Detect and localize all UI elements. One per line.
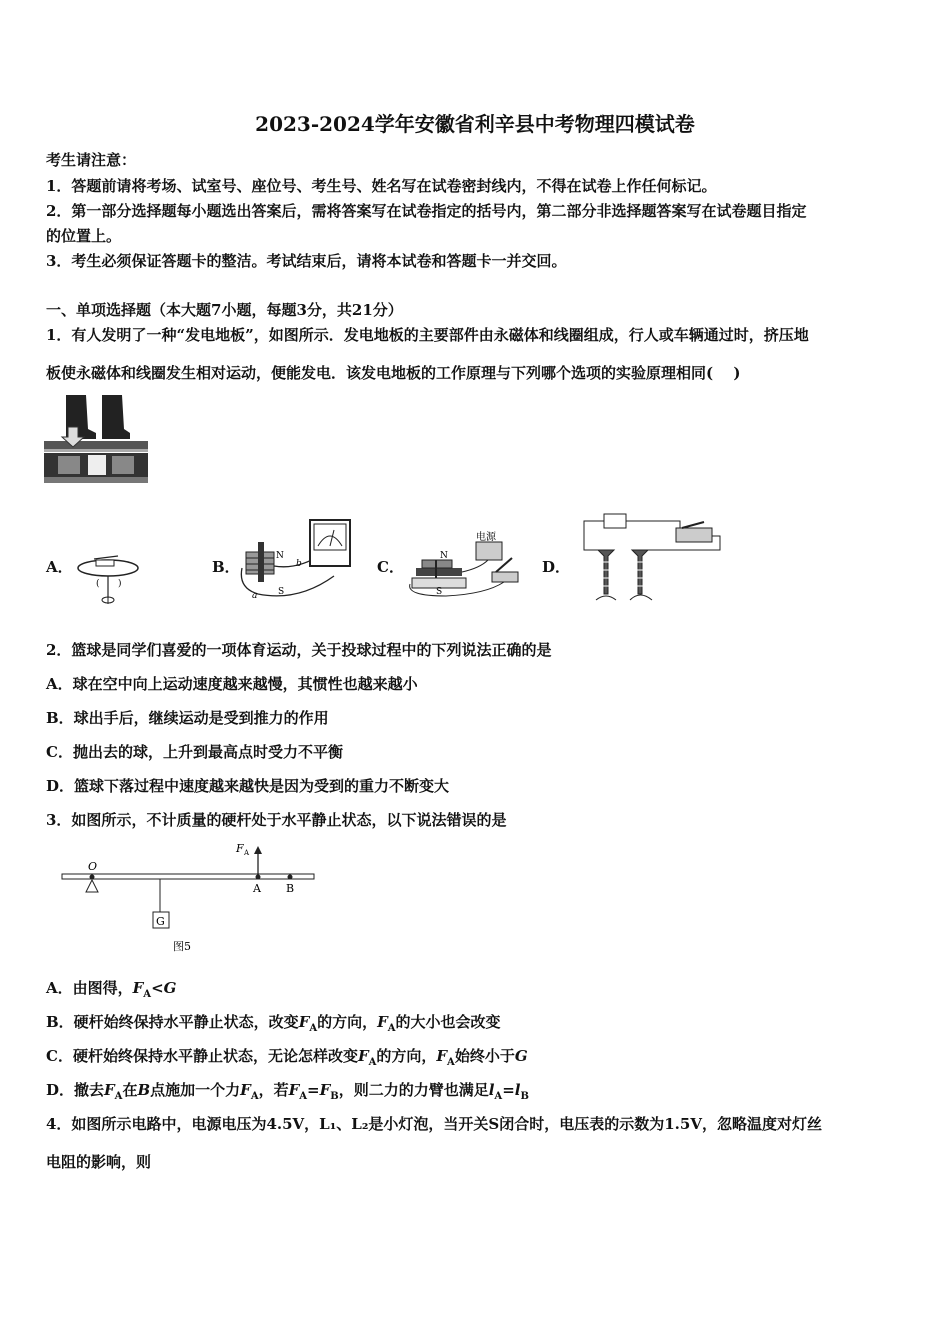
notice-item: 的位置上。 [46,227,122,245]
c-label-power: 电源 [476,532,496,543]
c-label-n: N [440,551,448,561]
q3-option-d: D．撤去$F_A$在B点施加一个力$F_A$，若$F_A=F_B$，则二力的力臂也满足$l_A=l_B$ [46,1081,529,1102]
q1-stem-line2: 板使永磁体和线圈发生相对运动，便能发电．该发电地板的工作原理与下列哪个选项的实验原理相同( ) [46,364,741,382]
notice-item: 2．第一部分选择题每小题选出答案后，需将答案写在试卷指定的括号内，第二部分非选择题答案写在试卷题目指定 [46,202,807,220]
q1-fig-c [406,528,526,600]
q3-label-b: B [286,882,295,895]
q1-stem-line1: 1．有人发明了一种“发电地板”，如图所示．发电地板的主要部件由永磁体和线圈组成，行人或车辆通过时，挤压地 [46,326,809,344]
q3-option-c: C．硬杆始终保持水平静止状态，无论怎样改变$F_A$的方向，$F_A$始终小于G [46,1047,528,1068]
b-label-a: a [252,591,258,601]
q1-option-c: C． [377,558,404,576]
notice-heading: 考生请注意： [46,151,137,169]
q3-label-fa: F [236,842,244,855]
q2-option: C．抛出去的球，上升到最高点时受力不平衡 [46,743,343,761]
q2-option: A．球在空中向上运动速度越来越慢，其惯性也越来越小 [46,675,418,693]
q1-option-b: B． [212,558,240,576]
section-heading: 一、单项选择题（本大题7小题，每题3分，共21分） [46,301,403,319]
q1-fig-a [74,548,144,610]
q3-label-g: G [156,915,165,928]
q4-stem-line2: 电阻的影响，则 [46,1153,152,1171]
q1-option-d: D． [542,558,571,576]
b-label-b: b [296,559,302,569]
q2-option: B．球出手后，继续运动是受到推力的作用 [46,709,329,727]
q4-stem-line1: 4．如图所示电路中，电源电压为4.5V，L₁、L₂是小灯泡，当开关S闭合时，电压表的示数为1.5V，忽略温度对灯丝 [46,1115,822,1133]
notice-item: 1．答题前请将考场、试室号、座位号、考生号、姓名写在试卷密封线内，不得在试卷上作任何标记。 [46,177,717,195]
q2-option: D．篮球下落过程中速度越来越快是因为受到的重力不断变大 [46,777,450,795]
b-label-s: S [278,587,285,597]
q3-figure-caption: 图5 [173,940,191,953]
q3-option-b: B．硬杆始终保持水平静止状态，改变$F_A$的方向，$F_A$的大小也会改变 [46,1013,501,1034]
q1-fig-b [238,518,356,606]
q3-label-o: O [88,860,98,873]
q2-stem: 2．篮球是同学们喜爱的一项体育运动，关于投球过程中的下列说法正确的是 [46,641,552,659]
q3-lever-figure [60,840,320,955]
q1-fig-d [576,510,726,606]
page-title: 2023-2024学年安徽省利辛县中考物理四模试卷 [255,112,695,136]
q3-stem: 3．如图所示，不计质量的硬杆处于水平静止状态，以下说法错误的是 [46,811,507,829]
c-label-s: S [436,587,443,597]
q3-label-fa-sub: A [244,849,250,857]
svg-text:(: ( [96,579,100,589]
q1-floor-figure [44,393,148,487]
q1-option-a: A． [46,558,73,576]
q3-option-a: A．由图得，$F_A<G$ [46,979,177,1000]
q3-label-a: A [253,882,261,895]
b-label-n: N [276,551,284,561]
notice-item: 3．考生必须保证答题卡的整洁。考试结束后，请将本试卷和答题卡一并交回。 [46,252,567,270]
svg-text:): ) [118,579,122,589]
